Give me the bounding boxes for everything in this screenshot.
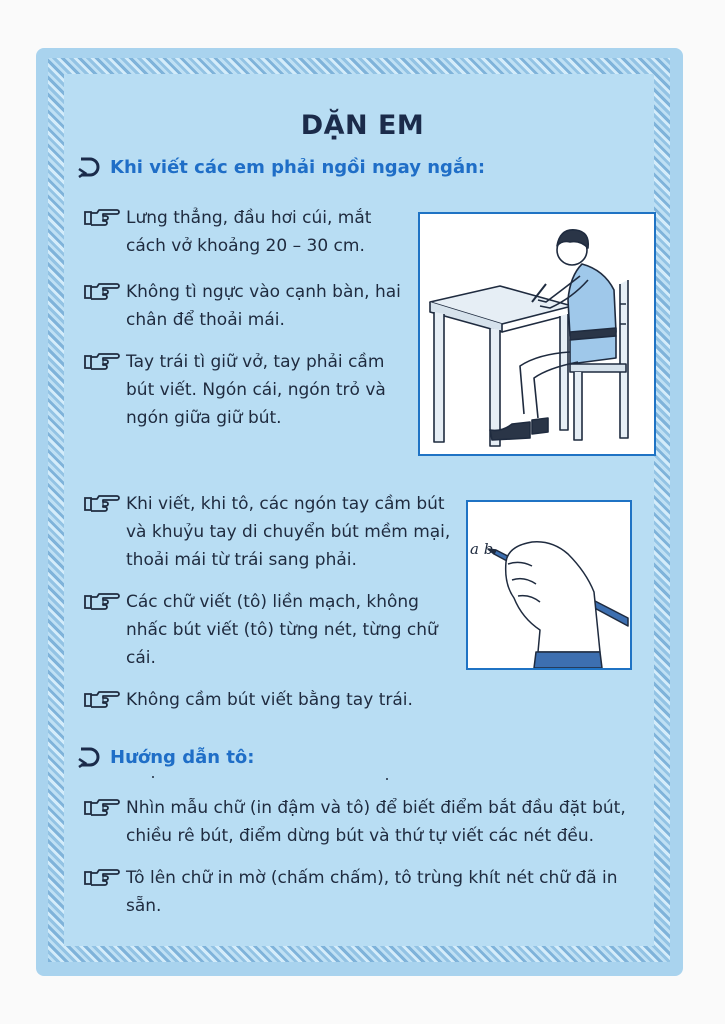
pen-grip-illustration [466,500,632,670]
section-heading-posture [76,156,485,178]
pointing-hand-icon [84,868,120,888]
section-heading-tracing [76,746,255,768]
sample-letters: a b [470,540,494,558]
list-item-text: Không tì ngực vào cạnh bàn, hai chân để thoải mái. [126,282,401,330]
list-item-text: Các chữ viết (tô) liền mạch, không nhấc bút viết (tô) từng nét, từng chữ cái. [126,592,438,668]
list-item-text: Không cầm bút viết bằng tay trái. [126,690,413,710]
pointing-hand-icon [84,494,120,514]
hand-holding-pen-drawing [468,502,630,668]
section-heading-label: Khi viết các em phải ngồi ngay ngắn: [110,156,486,178]
curved-arrow-icon [76,156,102,178]
list-item [84,348,408,432]
list-item [84,794,644,850]
child-at-desk-drawing [420,214,654,454]
pointing-hand-icon [84,352,120,372]
pointing-hand-icon [84,592,120,612]
print-speck [386,778,388,780]
pointing-hand-icon [84,798,120,818]
pointing-hand-icon [84,690,120,710]
list-item-text: Khi viết, khi tô, các ngón tay cầm bút và khuỷu tay di chuyển bút mềm mại, thoải mái từ trái sang phải. [126,494,451,570]
list-item [84,278,404,334]
list-item-text: Tô lên chữ in mờ (chấm chấm), tô trùng khít nét chữ đã in sẵn. [126,868,618,916]
list-item-text: Lưng thẳng, đầu hơi cúi, mắt cách vở khoảng 20 – 30 cm. [126,208,372,256]
section-heading-label: Hướng dẫn tô: [110,746,255,768]
pointing-hand-icon [84,282,120,302]
list-item [84,204,404,260]
posture-illustration [418,212,656,456]
list-item [84,686,464,714]
list-item [84,490,454,574]
list-item [84,588,444,672]
pointing-hand-icon [84,208,120,228]
curved-arrow-icon [76,746,102,768]
list-item-text: Tay trái tì giữ vở, tay phải cầm bút viết. Ngón cái, ngón trỏ và ngón giữa giữ bút. [126,352,386,428]
print-speck [152,776,154,778]
page-title: DẶN EM [300,110,425,141]
list-item-text: Nhìn mẫu chữ (in đậm và tô) để biết điểm bắt đầu đặt bút, chiều rê bút, điểm dừng bút và thứ tự viết các nét đều. [126,798,626,846]
list-item [84,864,644,920]
